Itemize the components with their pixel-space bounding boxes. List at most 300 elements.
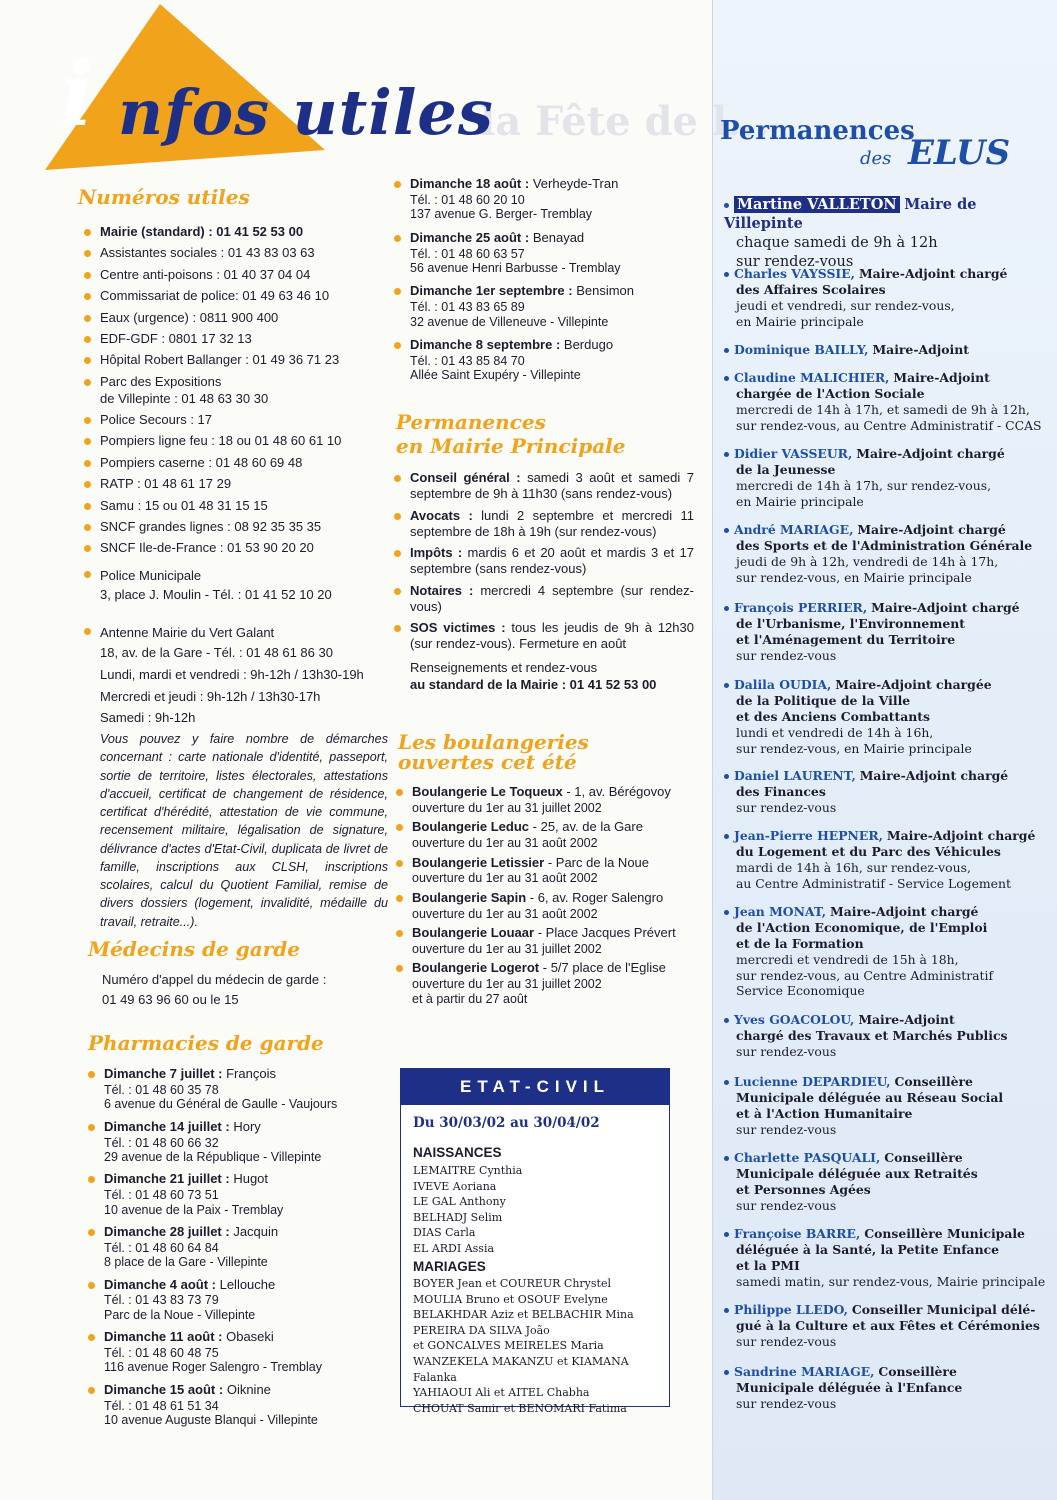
elu-role-line: des Finances [736,783,826,799]
boulangerie-name: Boulangerie Letissier [412,854,545,870]
bullet-icon [724,203,729,208]
bullet-icon [396,789,403,796]
bullet-icon [724,910,729,915]
boulangerie-opening: ouverture du 1er au 31 juillet 2002 [412,977,602,992]
elu-detail: jeudi de 9h à 12h, vendredi de 14h à 17h, [736,553,999,569]
permanence-item [394,545,694,578]
elu-role-line: Municipale déléguée aux Retraités [736,1165,978,1181]
elu-role-line: et des Anciens Combattants [736,708,930,724]
bullet-icon [724,1370,729,1375]
elu-role: Conseillère Municipale [864,1226,1025,1241]
bullet-icon [396,824,403,831]
bullet-icon [724,683,729,688]
naissance-entry: DIAS Carla [413,1226,476,1240]
bullet-icon [394,342,401,349]
bullet-icon [724,1308,729,1313]
elu-role: Conseillère [878,1364,957,1379]
elu-detail: sur rendez-vous [736,1043,837,1059]
bullet-icon [724,1018,729,1023]
numero-label: Pompiers caserne : 01 48 60 69 48 [100,454,303,470]
police-municipale-address: 3, place J. Moulin - Tél. : 01 41 52 10 20 [100,587,332,602]
elu-role-line: déléguée à la Santé, la Petite Enfance [736,1241,1000,1257]
elu-role: Maire-Adjoint chargé [886,828,1036,843]
numero-item [84,331,394,348]
elu-detail: au Centre Administratif - Service Logement [736,875,1011,891]
bullet-icon [84,293,91,300]
pharmacie-date: Dimanche 21 juillet : [104,1171,230,1187]
boulangerie-opening: ouverture du 1er au 31 août 2002 [412,871,598,886]
bullet-icon [84,481,91,488]
bullet-icon [724,1080,729,1085]
pharmacie-tel: Tél. : 01 48 60 48 75 [104,1346,219,1361]
medecins-line: Numéro d'appel du médecin de garde : [102,972,327,987]
numero-item [84,288,394,305]
bullet-icon [724,1156,729,1161]
elu-entry [724,446,1049,510]
elu-detail: sur rendez-vous [736,1197,837,1213]
numero-label: RATP : 01 48 61 17 29 [100,476,232,492]
pharmacie-date: Dimanche 15 août : [104,1381,224,1397]
numero-label: SNCF grandes lignes : 08 92 35 35 35 [100,518,322,534]
maire-detail: chaque samedi de 9h à 12h [736,234,938,251]
elu-role-line: de la Jeunesse [736,461,836,477]
section-heading-permanences [396,410,626,458]
permanence-label: SOS victimes : [410,620,506,635]
mariage-entry: BELAKHDAR Aziz et BELBACHIR Mina [413,1308,634,1322]
permanence-text: samedi 3 août et samedi 7 septembre de 9h à 11h30 (sans rendez-vous) [410,470,695,502]
elu-detail: Service Economique [736,983,865,999]
bullet-icon [396,930,403,937]
bullet-icon [88,1282,95,1289]
numero-label: Parc des Expositions [100,373,222,389]
elu-entry [724,1012,1049,1060]
boulangerie-name: Boulangerie Sapin [412,889,527,905]
naissance-entry: LEMAITRE Cynthia [413,1164,523,1177]
boulangerie-address: - 5/7 place de l'Eglise [542,960,666,976]
elu-detail: mercredi et vendredi de 15h à 18h, [736,951,959,967]
title-initial: i [60,42,94,146]
bullet-icon [84,336,91,343]
elu-entry [724,677,1049,756]
elu-role: Maire-Adjoint [872,342,969,357]
medecins-number: 01 49 63 96 60 ou le 15 [102,991,239,1007]
permanence-item [394,620,694,653]
bullet-icon [84,438,91,445]
etat-civil-title: ETAT-CIVIL [401,1069,669,1105]
pharmacie-address: 32 avenue de Villeneuve - Villepinte [410,314,609,329]
elu-role: Maire-Adjoint chargé [871,600,1020,615]
permanence-label: Notaires : [410,582,474,598]
bullet-icon [84,229,91,236]
pharmacie-address: Allée Saint Exupéry - Villepinte [410,368,581,383]
boulangerie-address: - 25, av. de la Gare [532,819,643,835]
mariage-entry: et GONCALVES MEIRELES Maria [413,1339,604,1353]
elu-role: Maire-Adjoint chargé [856,446,1005,461]
elu-name: André MARIAGE, [734,522,854,537]
boulangerie-item [396,890,696,921]
pharmacie-name: Hugot [233,1171,269,1187]
pharmacie-tel: Tél. : 01 43 83 65 89 [410,300,525,315]
boulangerie-name: Boulangerie Leduc [412,819,530,835]
mariage-entry: CHOUAT Samir et BENOMARI Fatima [413,1401,627,1415]
boulangerie-address: - Place Jacques Prévert [537,925,676,941]
bullet-icon [84,503,91,510]
bullet-icon [88,1387,95,1394]
elu-role-line: et à l'Action Humanitaire [736,1105,913,1121]
permanences-footer [410,660,656,694]
boulangerie-item [396,960,696,1006]
pharmacie-name: Obaseki [226,1329,274,1345]
permanence-label: Conseil général : [410,470,521,485]
pharmacie-name: Verheyde-Tran [532,176,619,191]
numeros-list [84,224,394,562]
bullet-icon [88,1334,95,1341]
bullet-icon [724,272,729,277]
elu-entry [724,522,1049,586]
boulangerie-name: Boulangerie Le Toqueux [412,784,563,799]
section-heading-boulangeries [398,732,589,772]
pharmacie-tel: Tél. : 01 48 60 35 78 [104,1082,219,1097]
maire-role: Maire de Villepinte [724,196,977,232]
numero-sub: de Villepinte : 01 48 63 30 30 [100,390,269,406]
elu-entry [724,1226,1049,1290]
numero-label: Eaux (urgence) : 0811 900 400 [100,309,279,325]
numero-item [84,224,394,241]
pharmacie-item [394,337,694,383]
antenne-line: 18, av. de la Gare - Tél. : 01 48 61 86 30 [100,645,333,660]
bullet-icon [84,460,91,467]
elus-title: Permanences [720,116,915,146]
naissances-list [413,1163,522,1257]
elu-name: Jean MONAT, [734,904,827,919]
permanence-item [394,508,694,541]
elus-title-elus: ELUS [908,133,1011,173]
pharmacie-name: Bensimon [576,283,635,299]
bullet-icon [394,235,401,242]
numero-item [84,540,394,557]
bullet-icon [84,315,91,322]
bullet-icon [724,834,729,839]
elu-role-line: et Personnes Agées [736,1181,871,1197]
antenne-line: Mercredi et jeudi : 9h-12h / 13h30-17h [100,688,321,704]
numero-item [84,352,394,369]
elu-name: Lucienne DEPARDIEU, [734,1074,891,1089]
elu-role-line: chargé des Travaux et Marchés Publics [736,1027,1008,1043]
pharmacie-date: Dimanche 25 août : [410,229,530,245]
elu-detail: samedi matin, sur rendez-vous, Mairie principale [736,1273,1046,1289]
elu-role-line: chargée de l'Action Sociale [736,385,925,401]
elu-detail: mardi de 14h à 16h, sur rendez-vous, [736,859,971,875]
permanences-heading-line: en Mairie Principale [396,434,626,458]
bullet-icon [84,417,91,424]
elu-detail: sur rendez-vous [736,647,837,663]
bullet-icon [396,860,403,867]
pharmacie-address: 10 avenue Auguste Blanqui - Villepinte [104,1413,318,1428]
elu-role-line: de la Politique de la Ville [736,692,911,708]
pharmacie-name: Berdugo [563,336,614,352]
bullet-icon [724,1232,729,1237]
permanence-label: Impôts : [410,545,463,560]
pharmacie-item [88,1382,388,1428]
elu-entry [724,1150,1049,1214]
elu-role-line: des Sports et de l'Administration Générale [736,537,1033,553]
pharmacie-name: Jacquin [233,1223,279,1239]
maire-name: Martine VALLETON [734,196,900,213]
numero-item [84,374,394,408]
pharmacie-date: Dimanche 11 août : [104,1329,223,1345]
bullet-icon [394,513,401,520]
elu-role-line: et la PMI [736,1257,800,1273]
pharmacie-name: Hory [233,1118,261,1134]
boulangerie-item [396,855,696,886]
pharmacie-tel: Tél. : 01 48 60 66 32 [104,1135,219,1150]
elu-name: Dominique BAILLY, [734,342,869,357]
section-heading-medecins: Médecins de garde [88,937,300,961]
bullet-icon [394,588,401,595]
pharmacie-date: Dimanche 7 juillet : [104,1066,223,1081]
numero-label: Centre anti-poisons : 01 40 37 04 04 [100,266,311,282]
pharmacie-date: Dimanche 1er septembre : [410,283,573,299]
elu-role: Maire-Adjoint chargée [835,677,992,692]
numero-item [84,455,394,472]
numero-item [84,519,394,536]
elu-entry [724,904,1049,999]
permanences-footer-phone: au standard de la Mairie : 01 41 52 53 00 [410,676,657,692]
elu-detail: sur rendez-vous [736,1395,837,1411]
maire-detail: sur rendez-vous [736,253,854,270]
mariage-entry: YAHIAOUI Ali et AITEL Chabha [413,1386,590,1400]
boulangerie-opening: ouverture du 1er au 31 août 2002 [412,906,598,921]
permanences-footer-line: Renseignements et rendez-vous [410,660,598,675]
pharmacie-address: 10 avenue de la Paix - Tremblay [104,1202,284,1217]
numero-item [84,310,394,327]
pharmacie-date: Dimanche 18 août : [410,176,530,191]
elu-name: Dalila OUDIA, [734,677,832,692]
mariages-list [413,1276,669,1416]
elu-role-line: Municipale déléguée à l'Enfance [736,1379,963,1395]
bullet-icon [396,895,403,902]
section-heading-numeros: Numéros utiles [78,185,250,209]
numero-label: Assistantes sociales : 01 43 83 03 63 [100,245,315,261]
bullet-icon [84,250,91,257]
naissance-entry: BELHADJ Selim [413,1210,503,1224]
section-heading-pharmacies: Pharmacies de garde [88,1031,324,1055]
elu-role: Maire-Adjoint chargé [859,768,1009,783]
pharmacie-tel: Tél. : 01 48 60 64 84 [104,1240,219,1255]
elu-detail: sur rendez-vous, au Centre Administratif [736,967,994,983]
etat-civil-period: Du 30/03/02 au 30/04/02 [413,1115,600,1131]
elu-name: Daniel LAURENT, [734,768,856,783]
pharmacie-item [88,1119,388,1165]
boulangerie-address: - 6, av. Roger Salengro [529,889,664,905]
elu-detail: en Mairie principale [736,313,864,329]
elu-name: Françoise BARRE, [734,1226,861,1241]
elu-name: Sandrine MARIAGE, [734,1364,875,1379]
elu-detail: sur rendez-vous, en Mairie principale [736,740,972,756]
bullet-icon [84,272,91,279]
elu-entry [724,828,1049,892]
elu-detail: sur rendez-vous [736,1121,837,1137]
bullet-icon [394,475,401,482]
numero-label: Samu : 15 ou 01 48 31 15 15 [100,497,268,513]
numero-item [84,498,394,515]
numero-label: Hôpital Robert Ballanger : 01 49 36 71 23 [100,352,340,368]
pharmacies-list-continued [394,176,694,391]
elu-role: Maire-Adjoint chargé [858,266,1008,281]
elu-name: François PERRIER, [734,600,868,615]
pharmacie-date: Dimanche 28 juillet : [104,1223,230,1239]
pharmacie-name: Lellouche [219,1276,276,1292]
pharmacie-item [394,230,694,276]
elu-maire [724,196,1049,271]
page-title: nfos utiles [118,76,494,149]
pharmacie-item [88,1171,388,1217]
naissances-heading: NAISSANCES [413,1145,502,1160]
bullet-icon [724,606,729,611]
bullet-icon [88,1176,95,1183]
bullet-icon [394,550,401,557]
numero-label: Police Secours : 17 [100,412,213,428]
police-municipale [84,566,394,586]
boulangerie-extra: et à partir du 27 août [412,991,528,1006]
pharmacie-item [88,1066,388,1112]
elu-role: Conseiller Municipal délé- [851,1302,1036,1317]
elu-role-line: et de la Formation [736,935,864,951]
permanence-text: tous les jeudis de 9h à 12h30 (sur rendez-vous). Fermeture en août [410,620,694,652]
pharmacie-item [394,283,694,329]
pharmacie-tel: Tél. : 01 48 60 63 57 [410,246,525,261]
pharmacie-address: 116 avenue Roger Salengro - Tremblay [104,1360,322,1375]
permanence-text: mercredi 4 septembre (sur rendez-vous) [410,582,694,614]
medecins-text [102,970,326,1009]
bullet-icon [724,348,729,353]
elu-entry [724,768,1049,816]
boulangerie-name: Boulangerie Logerot [412,960,540,976]
numero-label: Pompiers ligne feu : 18 ou 01 48 60 61 10 [100,433,342,449]
pharmacie-address: 6 avenue du Général de Gaulle - Vaujours [104,1097,338,1112]
numero-label: EDF-GDF : 0801 17 32 13 [100,330,252,346]
bullet-icon [724,774,729,779]
elu-detail: sur rendez-vous, au Centre Administratif - CCAS [736,417,1042,433]
boulangerie-item [396,819,696,850]
elu-name: Charlette PASQUALI, [734,1150,881,1165]
boulangeries-heading-line: ouvertes cet été [398,750,577,774]
permanence-item [394,470,694,503]
bullet-icon [88,1071,95,1078]
permanence-item [394,583,694,616]
elu-role-line: de l'Urbanisme, l'Environnement [736,615,965,631]
elu-detail: mercredi de 14h à 17h, sur rendez-vous, [736,477,992,493]
bullet-icon [394,625,401,632]
permanence-label: Avocats : [410,507,473,523]
pharmacie-address: 29 avenue de la République - Villepinte [104,1149,322,1164]
etat-civil-box [400,1068,670,1415]
elu-detail: jeudi et vendredi, sur rendez-vous, [736,297,955,313]
boulangerie-opening: ouverture du 1er au 31 août 2002 [412,836,598,851]
elu-role-line: Municipale déléguée au Réseau Social [736,1089,1004,1105]
pharmacie-name: Oiknine [226,1381,271,1397]
permanence-text: mardis 6 et 20 août et mardis 3 et 17 septembre (sans rendez-vous) [410,545,694,577]
numero-item [84,412,394,429]
bullet-icon [88,1229,95,1236]
numero-item [84,245,394,262]
naissance-entry: EL ARDI Assia [413,1242,495,1256]
elu-name: Jean-Pierre HEPNER, [734,828,883,843]
pharmacie-tel: Tél. : 01 48 60 20 10 [410,192,525,207]
elu-name: Philippe LLEDO, [734,1302,848,1317]
elu-role: Maire-Adjoint chargé [857,522,1006,537]
mariages-heading: MARIAGES [413,1259,486,1274]
demarches-text: Vous pouvez y faire nombre de démarches concernant : carte nationale d'identité, passeport, sortie de territoire, listes électorales, attestations d'accueil, certificat de changement de résidence, certificat d'hérédité, attestation de vie commune, recensement militaire, légalisation de signature, délivrance d'actes d'Etat-Civil, duplicata de livret de famille, inscriptions aux CLSH, inscriptions scolaires, calcul du Quotient Familial, remise de divers dossiers (logement, invalidité, médaille du travail, retraite...). [100,732,388,929]
naissance-entry: LE GAL Anthony [413,1195,506,1209]
elu-detail: en Mairie principale [736,493,864,509]
boulangerie-opening: ouverture du 1er au 31 juillet 2002 [412,941,602,956]
pharmacie-item [88,1277,388,1323]
numero-item [84,433,394,450]
numero-label: SNCF Ile-de-France : 01 53 90 20 20 [100,540,314,556]
boulangerie-name: Boulangerie Louaar [412,925,535,941]
elu-detail: sur rendez-vous [736,799,837,815]
numero-label: Mairie (standard) : 01 41 52 53 00 [100,224,304,239]
permanence-text: lundi 2 septembre et mercredi 11 septembre de 18h à 19h (sur rendez-vous) [410,507,694,539]
elu-name: Charles VAYSSIE, [734,266,855,281]
elu-detail: mercredi de 14h à 17h, et samedi de 9h à 12h, [736,401,1030,417]
antenne-line: Lundi, mardi et vendredi : 9h-12h / 13h30-19h [100,666,364,682]
elu-entry [724,370,1049,434]
bullet-icon [394,288,401,295]
elu-entry [724,266,1049,330]
elus-title-des: des [860,148,892,169]
boulangerie-opening: ouverture du 1er au 31 juillet 2002 [412,800,602,815]
mariage-entry: MOULIA Bruno et OSOUF Evelyne [413,1292,608,1306]
pharmacie-address: Parc de la Noue - Villepinte [104,1307,256,1322]
elu-role: Maire-Adjoint [893,370,990,385]
numero-item [84,267,394,284]
bullet-icon [724,376,729,381]
pharmacie-name: François [226,1066,276,1081]
elu-entry [724,342,1049,358]
boulangeries-list [396,784,696,1010]
police-municipale-title: Police Municipale [100,568,202,583]
pharmacie-tel: Tél. : 01 48 61 51 34 [104,1398,219,1413]
elu-role-line: des Affaires Scolaires [736,281,886,297]
boulangeries-heading-line: Les boulangeries [398,730,589,754]
elu-role: Maire-Adjoint [858,1012,955,1027]
mariage-entry: PEREIRA DA SILVA João [413,1323,550,1337]
permanences-list [394,470,694,658]
pharmacie-address: 137 avenue G. Berger- Tremblay [410,207,593,222]
mariage-entry: BOYER Jean et COUREUR Chrystel [413,1277,611,1290]
pharmacie-tel: Tél. : 01 43 85 84 70 [410,353,525,368]
bullet-icon [396,965,403,972]
pharmacie-address: 56 avenue Henri Barbusse - Tremblay [410,260,621,275]
elu-entry [724,1302,1049,1350]
elu-role-line: gué à la Culture et aux Fêtes et Cérémonies [736,1317,1040,1333]
pharmacie-address: 8 place de la Gare - Villepinte [104,1255,268,1270]
elu-entry [724,1074,1049,1138]
elu-name: Didier VASSEUR, [734,446,853,461]
pharmacie-item [394,176,694,222]
boulangerie-address: - 1, av. Bérégovoy [566,784,671,799]
naissance-entry: IVEVE Aoriana [413,1179,497,1193]
boulangerie-item [396,784,696,815]
ghost-headline: la Fête de l... [480,98,769,145]
numero-item [84,476,394,493]
pharmacie-name: Benayad [532,229,585,245]
elu-detail: lundi et vendredi de 14h à 16h, [736,724,934,740]
antenne-mairie [84,623,394,643]
bullet-icon [84,524,91,531]
